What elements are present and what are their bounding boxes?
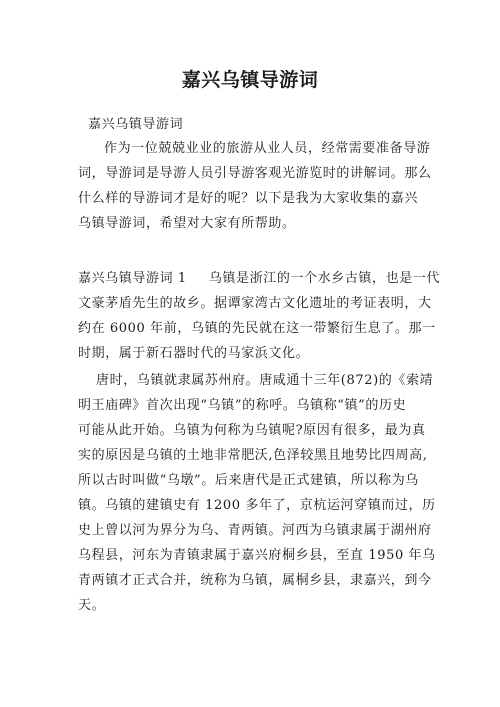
intro-line-2: 词，导游词是导游人员引导游客观光游览时的讲解词。那么 bbox=[78, 166, 432, 181]
section2-line-7: 史上曾以河为界分为乌、青两镇。河西为乌镇隶属于湖州府 bbox=[78, 523, 432, 538]
section1-line-2: 文豪茅盾先生的故乡。据谭家湾古文化遗址的考证表明，大 bbox=[78, 296, 432, 311]
section2-line-6: 镇。乌镇的建镇史有 1200 多年了，京杭运河穿镇而过，历 bbox=[78, 498, 436, 513]
intro-line-1: 作为一位兢兢业业的旅游从业人员，经常需要准备导游 bbox=[104, 141, 431, 156]
subtitle: 嘉兴乌镇导游词 bbox=[88, 117, 184, 132]
section2-line-1: 唐时，乌镇就隶属苏州府。唐咸通十三年(872)的《索靖 bbox=[96, 373, 434, 388]
section2-line-3: 可能从此开始。乌镇为何称为乌镇呢?原因有很多，最为真 bbox=[78, 423, 426, 438]
section2-line-5: 所以古时叫做“乌墩”。后来唐代是正式建镇，所以称为乌 bbox=[78, 473, 419, 488]
section1-first-line-text: 乌镇是浙江的一个水乡古镇，也是一代 bbox=[208, 271, 441, 286]
intro-line-3: 什么样的导游词才是好的呢？以下是我为大家收集的嘉兴 bbox=[78, 191, 419, 206]
section1-heading: 嘉兴乌镇导游词 1 bbox=[78, 271, 187, 286]
document-title: 嘉兴乌镇导游词 bbox=[181, 69, 319, 91]
section1-first-line bbox=[78, 270, 441, 287]
intro-line-4: 乌镇导游词，希望对大家有所帮助。 bbox=[78, 216, 296, 231]
section2-line-10: 天。 bbox=[78, 598, 106, 613]
section1-line-3: 约在 6000 年前，乌镇的先民就在这一带繁衍生息了。那一 bbox=[78, 321, 436, 336]
section2-line-9: 青两镇才正式合并，统称为乌镇，属桐乡县，隶嘉兴，到今 bbox=[78, 573, 432, 588]
section1-line-4: 时期，属于新石器时代的马家浜文化。 bbox=[78, 346, 310, 361]
section2-line-8: 乌程县，河东为青镇隶属于嘉兴府桐乡县，至直 1950 年乌 bbox=[78, 548, 436, 563]
section2-line-2: 明王庙碑》首次出现“乌镇”的称呼。乌镇称“镇”的历史 bbox=[78, 398, 407, 413]
section2-line-4: 实的原因是乌镇的土地非常肥沃,色泽较黑且地势比四周高, bbox=[78, 448, 428, 463]
